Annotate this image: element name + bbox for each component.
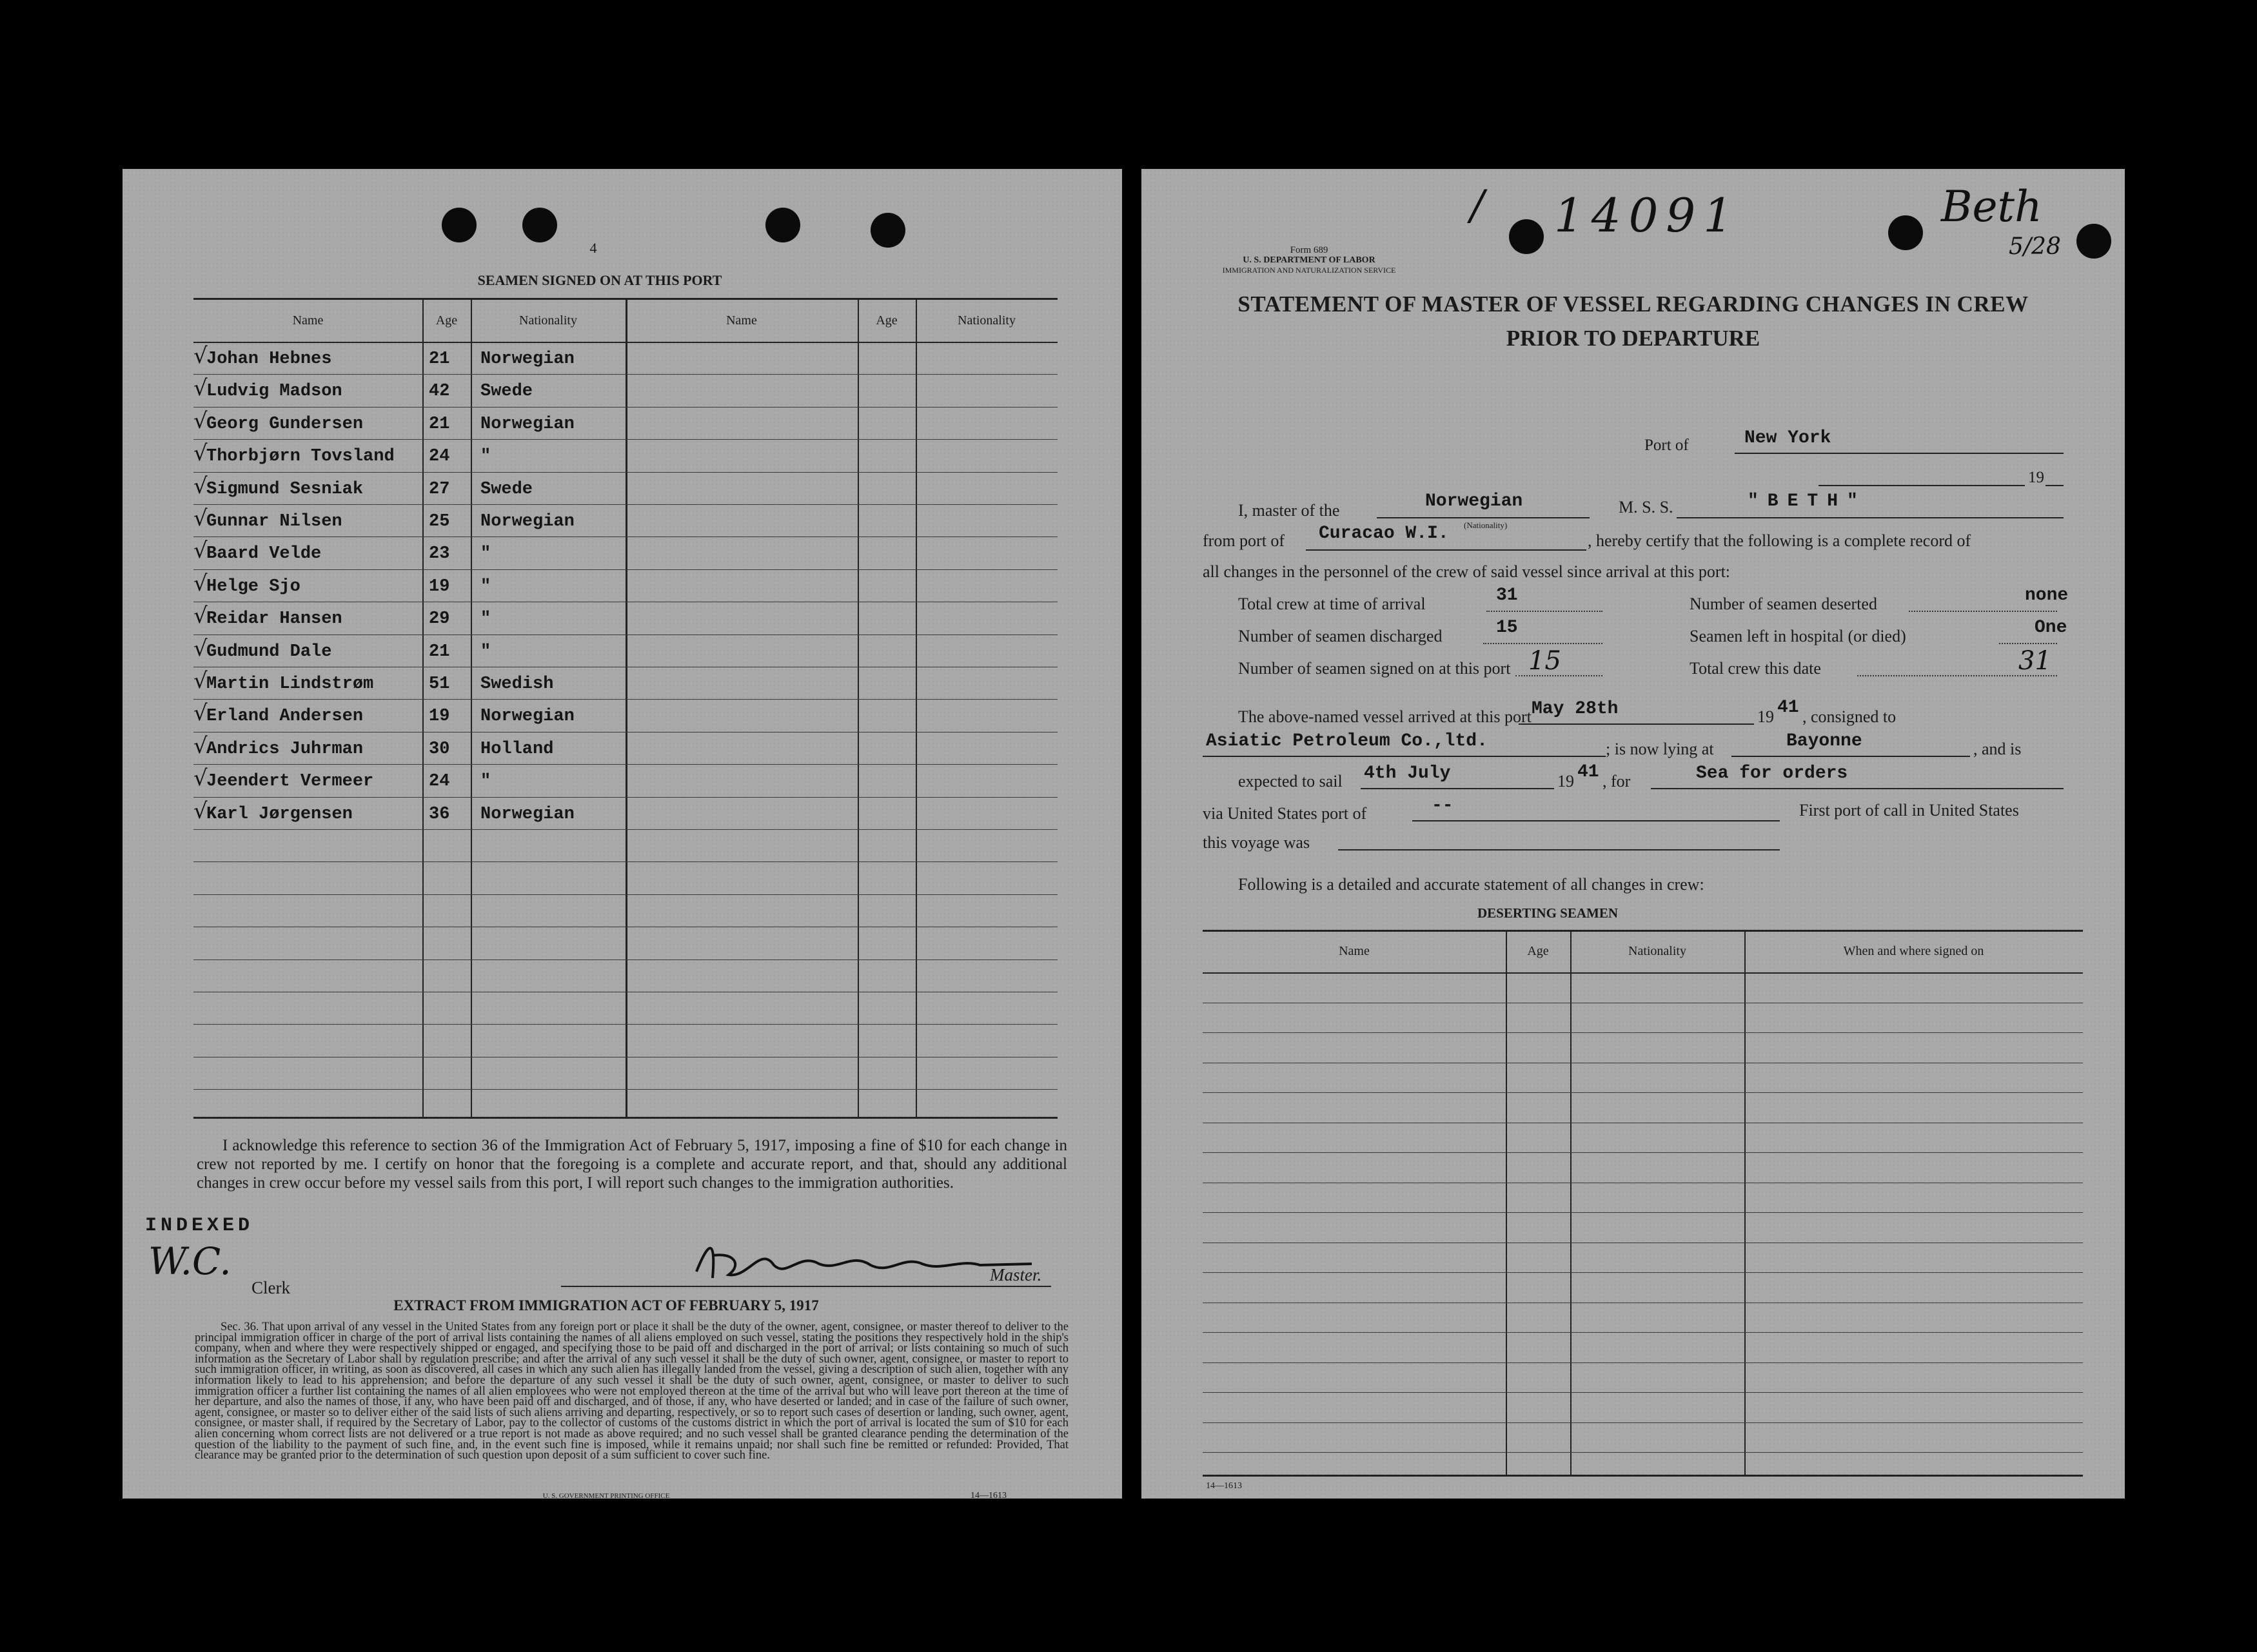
table-title: SEAMEN SIGNED ON AT THIS PORT [477, 272, 722, 288]
seaman-nationality: " [480, 642, 491, 662]
seaman-name: Thorbjørn Tovsland [206, 447, 395, 467]
arrived-year-prefix: 19 [1757, 707, 1774, 726]
hospital-value: One [2035, 618, 2067, 638]
form-subtitle: PRIOR TO DEPARTURE [1506, 326, 1760, 351]
extract-title: EXTRACT FROM IMMIGRATION ACT OF FEBRUARY 5, 1917 [393, 1297, 819, 1313]
seaman-nationality: Norwegian [480, 512, 575, 531]
table-row [193, 408, 626, 439]
check-mark: √ [193, 506, 208, 531]
check-mark: √ [193, 473, 208, 499]
from-port-value: Curacao W.I. [1319, 524, 1449, 544]
punch-hole [522, 208, 557, 242]
discharged-value: 15 [1496, 618, 1518, 638]
seaman-nationality: Holland [480, 739, 554, 759]
punch-hole [2076, 224, 2111, 259]
form-code: 14—1613 [971, 1491, 1007, 1500]
indexed-stamp: INDEXED [145, 1215, 254, 1237]
total-crew-date-value: 31 [2018, 646, 2051, 676]
table-row [193, 798, 626, 829]
year-prefix: 19 [2028, 469, 2044, 486]
master-intro: I, master of the [1238, 501, 1340, 520]
seaman-age: 30 [429, 739, 450, 759]
seamen-signed-on-table [193, 298, 1058, 1117]
seaman-age: 23 [429, 544, 450, 564]
table-row [193, 765, 626, 796]
discharged-label: Number of seamen discharged [1238, 627, 1443, 645]
seaman-nationality: Norwegian [480, 414, 575, 434]
seaman-age: 19 [429, 576, 450, 596]
for-label: , for [1602, 772, 1631, 791]
nationality-caption: (Nationality) [1464, 520, 1508, 530]
master-label: Master. [990, 1265, 1042, 1284]
lying-value: Bayonne [1786, 731, 1862, 751]
seaman-name: Gunnar Nilsen [206, 512, 342, 531]
seaman-nationality: Norwegian [480, 707, 575, 727]
seaman-name: Erland Andersen [206, 707, 364, 727]
seaman-age: 51 [429, 674, 450, 694]
total-crew-arrival-value: 31 [1496, 585, 1518, 605]
seaman-age: 21 [429, 414, 450, 434]
deserted-value: none [2025, 585, 2069, 605]
seaman-name: Ludvig Madson [206, 382, 342, 402]
seaman-nationality: Norwegian [480, 804, 575, 824]
table-row [193, 506, 626, 536]
clerk-label: Clerk [251, 1278, 290, 1297]
sail-year-prefix: 19 [1557, 772, 1574, 791]
via-value: -- [1432, 796, 1454, 816]
signed-on-label: Number of seamen signed on at this port [1238, 659, 1511, 678]
deserting-title: DESERTING SEAMEN [1477, 905, 1619, 921]
acknowledgement-text: I acknowledge this reference to section 36 of the Immigration Act of February 5, 1917, imposing a fine of $10 for each change in crew not reported by me. I certify on honor that the foregoing is a complete and accurate report, and that, should any additional changes in crew occur before my vessel sails from this port, I will report such changes to the immigration authorities. [197, 1137, 1067, 1192]
punch-hole [1888, 215, 1923, 250]
seaman-nationality: " [480, 544, 491, 564]
table-row [193, 668, 626, 699]
destination: Sea for orders [1696, 763, 1848, 783]
table-row [193, 700, 626, 731]
table-row [193, 343, 626, 374]
header-age-2: Age [876, 313, 898, 328]
table-row [193, 733, 626, 764]
printing-office: U. S. GOVERNMENT PRINTING OFFICE [542, 1492, 670, 1500]
first-port-label: First port of call in United States [1799, 801, 2019, 820]
seaman-age: 25 [429, 512, 450, 531]
seaman-age: 21 [429, 642, 450, 662]
handwritten-number: 14091 [1554, 188, 1741, 242]
check-mark: √ [193, 408, 208, 434]
sail-date: 4th July [1364, 763, 1451, 783]
table-row [193, 440, 626, 471]
handwritten-date: 5/28 [2009, 233, 2061, 260]
check-mark: √ [193, 635, 208, 662]
via-label: via United States port of [1203, 804, 1367, 823]
form-number: Form 689 [1290, 245, 1328, 255]
lying-label: ; is now lying at [1606, 740, 1714, 758]
vessel-type: M. S. S. [1619, 498, 1673, 516]
seaman-name: Johan Hebnes [206, 349, 332, 369]
following-text: Following is a detailed and accurate statement of all changes in crew: [1238, 875, 1704, 894]
seaman-age: 27 [429, 479, 450, 499]
seaman-name: Reidar Hansen [206, 609, 342, 629]
seaman-nationality: " [480, 772, 491, 792]
table-row [193, 538, 626, 569]
check-mark: √ [193, 733, 208, 759]
check-mark: √ [193, 343, 208, 369]
arrived-year: 41 [1777, 698, 1799, 718]
table-row [193, 570, 626, 602]
seaman-nationality: Swede [480, 382, 533, 402]
check-mark: √ [193, 668, 208, 694]
port-of-label: Port of [1644, 437, 1689, 454]
check-mark: √ [193, 375, 208, 402]
form-code-right: 14—1613 [1206, 1481, 1242, 1491]
seaman-name: Martin Lindstrøm [206, 674, 374, 694]
check-mark: √ [193, 798, 208, 824]
deserting-header-when-where: When and where signed on [1843, 944, 1984, 958]
seaman-name: Gudmund Dale [206, 642, 332, 662]
seaman-name: Andrics Juhrman [206, 739, 364, 759]
seaman-name: Jeendert Vermeer [206, 772, 374, 792]
seaman-age: 19 [429, 707, 450, 727]
seaman-nationality: Swede [480, 479, 533, 499]
seaman-name: Karl Jørgensen [206, 804, 353, 824]
table-row [193, 635, 626, 667]
punch-hole [765, 208, 800, 242]
and-is-label: , and is [1973, 740, 2022, 758]
seaman-age: 42 [429, 382, 450, 402]
check-mark: √ [193, 603, 208, 629]
seaman-age: 21 [429, 349, 450, 369]
punch-hole [1509, 219, 1544, 254]
table-row [193, 473, 626, 504]
department: U. S. DEPARTMENT OF LABOR [1243, 255, 1375, 265]
check-mark: √ [193, 765, 208, 792]
seaman-name: Helge Sjo [206, 576, 301, 596]
header-name: Name [292, 313, 324, 328]
seaman-name: Baard Velde [206, 544, 322, 564]
check-mark: √ [193, 700, 208, 727]
seaman-nationality: " [480, 576, 491, 596]
nationality-value: Norwegian [1425, 491, 1523, 511]
left-page [123, 169, 1122, 1499]
seaman-nationality: Norwegian [480, 349, 575, 369]
header-nationality-2: Nationality [958, 313, 1016, 328]
from-port-label: from port of [1203, 531, 1285, 550]
certify-text: , hereby certify that the following is a complete record of [1588, 531, 1971, 550]
punch-hole [442, 208, 477, 242]
table-row [193, 603, 626, 634]
total-crew-arrival-label: Total crew at time of arrival [1238, 595, 1426, 613]
sail-year: 41 [1577, 762, 1599, 782]
seaman-name: Georg Gundersen [206, 414, 364, 434]
signed-on-value: 15 [1528, 646, 1561, 676]
right-page [1141, 169, 2125, 1499]
seaman-nationality: " [480, 447, 491, 467]
arrived-date: May 28th [1532, 699, 1619, 719]
punch-hole [871, 213, 905, 248]
seaman-age: 24 [429, 772, 450, 792]
total-crew-date-label: Total crew this date [1690, 659, 1821, 678]
this-voyage-label: this voyage was [1203, 833, 1310, 852]
form-title: STATEMENT OF MASTER OF VESSEL REGARDING CHANGES IN CREW [1237, 291, 2029, 317]
clerk-initials: W.C. [148, 1239, 232, 1283]
check-mark: √ [193, 570, 208, 596]
arrived-label: The above-named vessel arrived at this port [1238, 707, 1532, 726]
consigned-label: , consigned to [1802, 707, 1897, 726]
service-name: IMMIGRATION AND NATURALIZATION SERVICE [1222, 266, 1396, 275]
seaman-age: 29 [429, 609, 450, 629]
handwritten-vessel-name: Beth [1941, 182, 2042, 231]
extract-text: Sec. 36. That upon arrival of any vessel in the United States from any foreign port or place it shall be the duty of the owner, agent, consignee, or master thereof to deliver to the principal immigration officer in charge of the port of arrival lists containing the names of all aliens employed on such vessel, stating the positions they respectively hold in the ship's company, when and where they were respectively shipped or engaged, and specifying those to be paid off and discharged in the port of arrival; or lists containing so much of such information as the Secretary of Labor shall by regulation prescribe; and after the arrival of any such vessel it shall be the duty of such owner, agent, consignee, or master to report to such immigration officer, in writing, as soon as discovered, all cases in which any such alien has illegally landed from the vessel, giving a description of such alien, together with any information likely to lead to his apprehension; and before the departure of any such vessel it shall be the duty of such owner, agent, consignee, or master to deliver to such immigration officer a further list containing the names of all alien employees who were not employed thereon at the time of the arrival but who will leave port thereon at the time of her departure, and also the names of those, if any, who have been paid off and discharged, and of those, if any, who have deserted or landed; and in case of the failure of such owner, agent, consignee, or master so to deliver either of the said lists of such aliens arriving and departing, respectively, or so to report such cases of desertion or landing, such owner, agent, consignee, or master shall, if required by the Secretary of Labor, pay to the collector of customs of the customs district in which the port of arrival is located the sum of $10 for each alien concerning whom correct lists are not delivered or a true report is not made as above required; and no such vessel shall be granted clearance pending the determination of the question of the liability to the payment of such fine, and, in the event such fine is imposed, while it remains unpaid; nor shall such fine be remitted or refunded: Provided, That clearance may be granted prior to the determination of such question upon deposit of a sum sufficient to cover such fine. [195, 1321, 1069, 1462]
check-mark: √ [193, 440, 208, 467]
certify-text-2: all changes in the personnel of the crew of said vessel since arrival at this port: [1203, 562, 1731, 581]
seaman-nationality: " [480, 609, 491, 629]
check-mark: √ [193, 538, 208, 564]
header-nationality: Nationality [519, 313, 577, 328]
seaman-age: 36 [429, 804, 450, 824]
expected-label: expected to sail [1238, 772, 1343, 791]
deserting-header-name: Name [1339, 944, 1370, 958]
page-number: 4 [589, 240, 597, 256]
table-row [193, 375, 626, 406]
seaman-name: Sigmund Sesniak [206, 479, 364, 499]
seaman-nationality: Swedish [480, 674, 554, 694]
seaman-age: 24 [429, 447, 450, 467]
deserting-seamen-table [1203, 930, 2083, 1475]
header-age: Age [435, 313, 458, 328]
hospital-label: Seamen left in hospital (or died) [1690, 627, 1906, 645]
consignee: Asiatic Petroleum Co.,ltd. [1206, 731, 1488, 751]
deserting-header-nationality: Nationality [1628, 944, 1686, 958]
check-mark: / [1470, 182, 1484, 230]
deserting-header-age: Age [1527, 944, 1549, 958]
port-of-value: New York [1744, 428, 1831, 448]
vessel-name: "BETH" [1748, 491, 1867, 511]
header-name-2: Name [726, 313, 757, 328]
deserted-label: Number of seamen deserted [1690, 595, 1877, 613]
